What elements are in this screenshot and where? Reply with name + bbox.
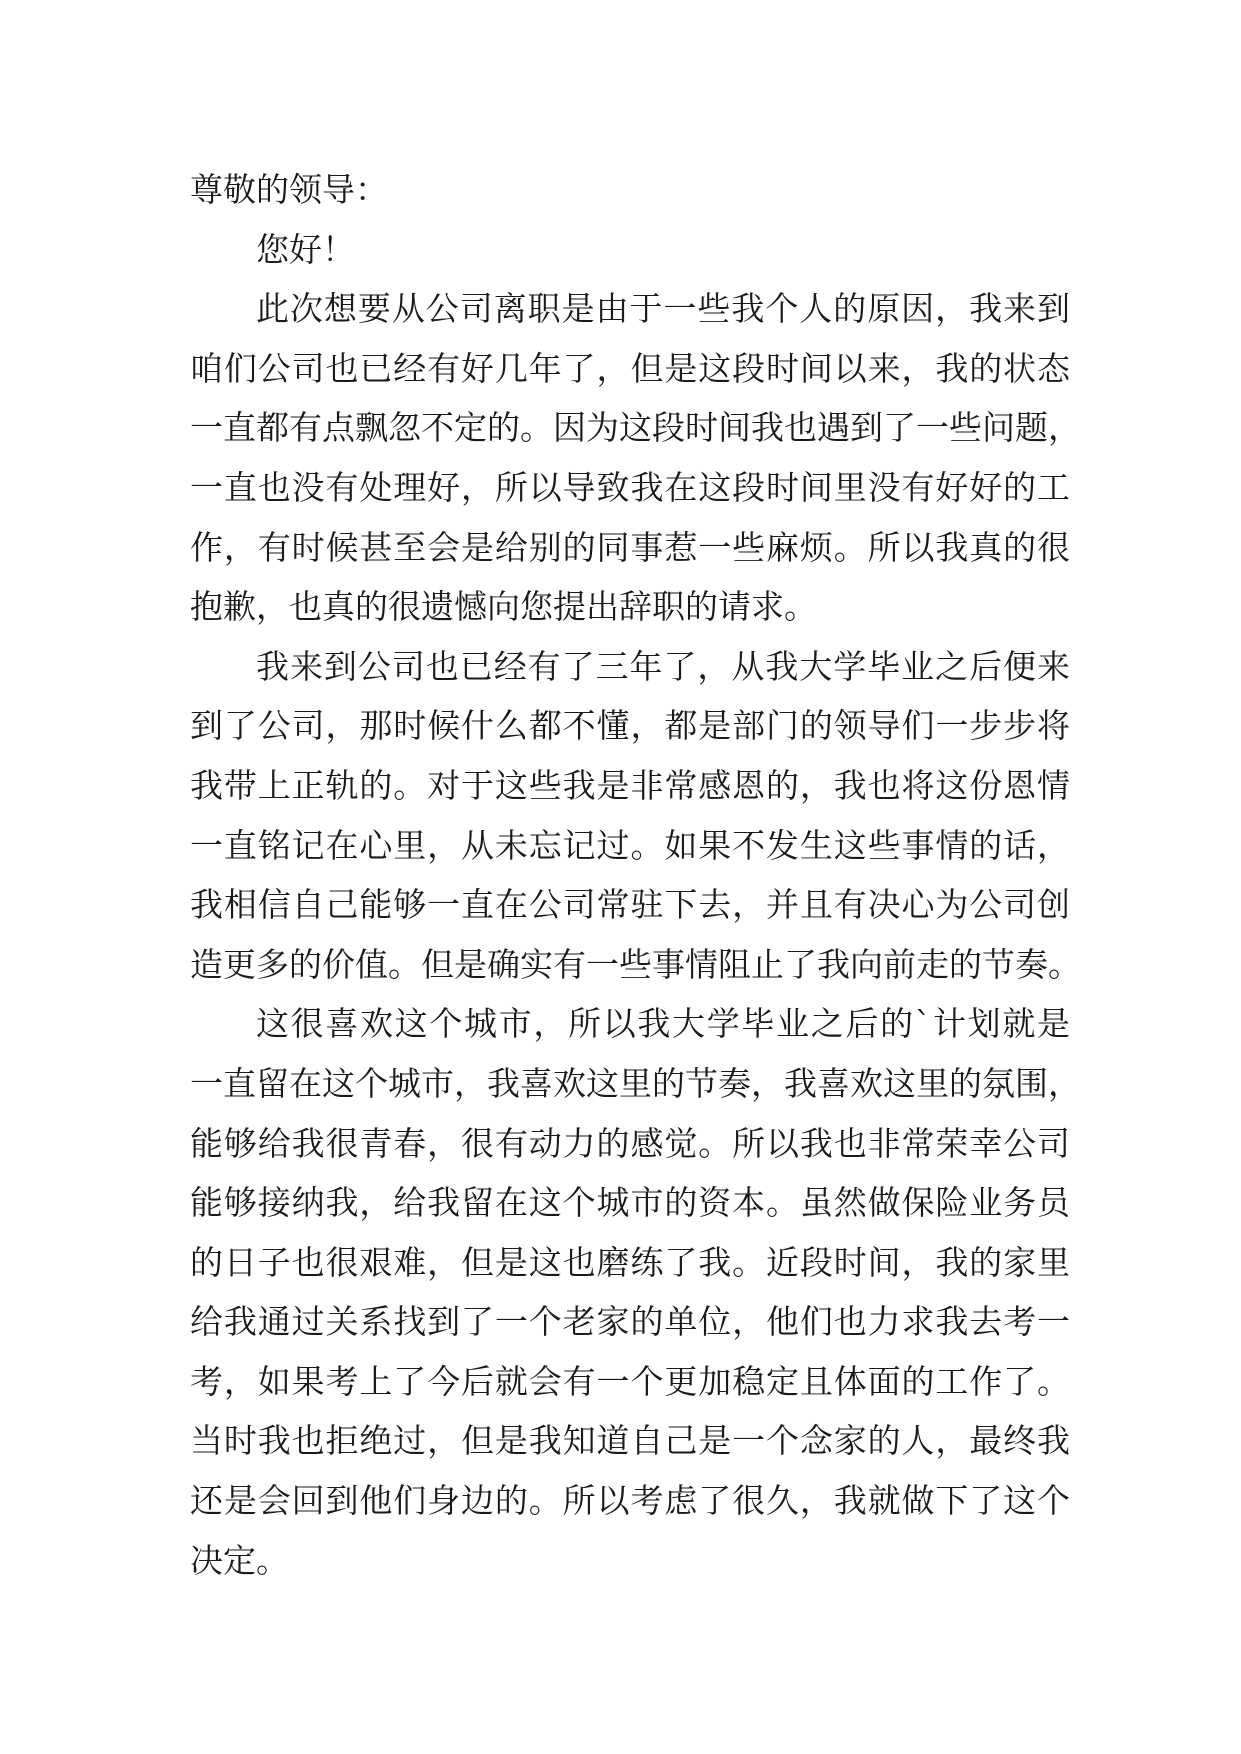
- paragraph-line: 咱们公司也已经有好几年了，但是这段时间以来，我的状态: [190, 348, 1070, 388]
- paragraph-line: 给我通过关系找到了一个老家的单位，他们也力求我去考一: [190, 1302, 1070, 1342]
- paragraph-line: 我相信自己能够一直在公司常驻下去，并且有决心为公司创: [190, 885, 1070, 925]
- paragraph-line: 抱歉，也真的很遗憾向您提出辞职的请求。: [190, 587, 817, 627]
- paragraph-2: [190, 637, 1081, 995]
- paragraph-line: 这很喜欢这个城市，所以我大学毕业之后的`计划就是: [256, 1004, 1070, 1044]
- paragraph-line: 决定。: [190, 1540, 289, 1580]
- paragraph-line: 一直铭记在心里，从未忘记过。如果不发生这些事情的话，: [190, 825, 1070, 865]
- salutation: 尊敬的领导：: [190, 170, 388, 209]
- paragraph-line: 一直也没有处理好，所以导致我在这段时间里没有好好的工: [190, 467, 1070, 507]
- paragraph-line: 能够给我很青春，很有动力的感觉。所以我也非常荣幸公司: [190, 1123, 1070, 1163]
- paragraph-line: 考，如果考上了今后就会有一个更加稳定且体面的工作了。: [190, 1361, 1070, 1401]
- greeting: 您好！: [256, 229, 355, 269]
- paragraph-line: 此次想要从公司离职是由于一些我个人的原因，我来到: [256, 289, 1070, 329]
- paragraph-3: [190, 994, 1081, 1590]
- paragraph-line: 的日子也很艰难，但是这也磨练了我。近段时间，我的家里: [190, 1242, 1070, 1282]
- paragraph-line: 一直留在这个城市，我喜欢这里的节奏，我喜欢这里的氛围，: [190, 1063, 1081, 1103]
- paragraph-line: 我带上正轨的。对于这些我是非常感恩的，我也将这份恩情: [190, 765, 1070, 805]
- letter-body: [190, 160, 1081, 1590]
- paragraph-line: 一直都有点飘忽不定的。因为这段时间我也遇到了一些问题，: [190, 408, 1081, 448]
- paragraph-line: 到了公司，那时候什么都不懂，都是部门的领导们一步步将: [190, 706, 1070, 746]
- paragraph-line: 作，有时候甚至会是给别的同事惹一些麻烦。所以我真的很: [190, 527, 1070, 567]
- paragraph-line: 当时我也拒绝过，但是我知道自己是一个念家的人，最终我: [190, 1421, 1070, 1461]
- paragraph-1: [190, 279, 1081, 637]
- paragraph-line: 能够接纳我，给我留在这个城市的资本。虽然做保险业务员: [190, 1183, 1070, 1223]
- paragraph-line: 还是会回到他们身边的。所以考虑了很久，我就做下了这个: [190, 1481, 1070, 1521]
- paragraph-line: 我来到公司也已经有了三年了，从我大学毕业之后便来: [256, 646, 1070, 686]
- paragraph-line: 造更多的价值。但是确实有一些事情阻止了我向前走的节奏。: [190, 944, 1081, 984]
